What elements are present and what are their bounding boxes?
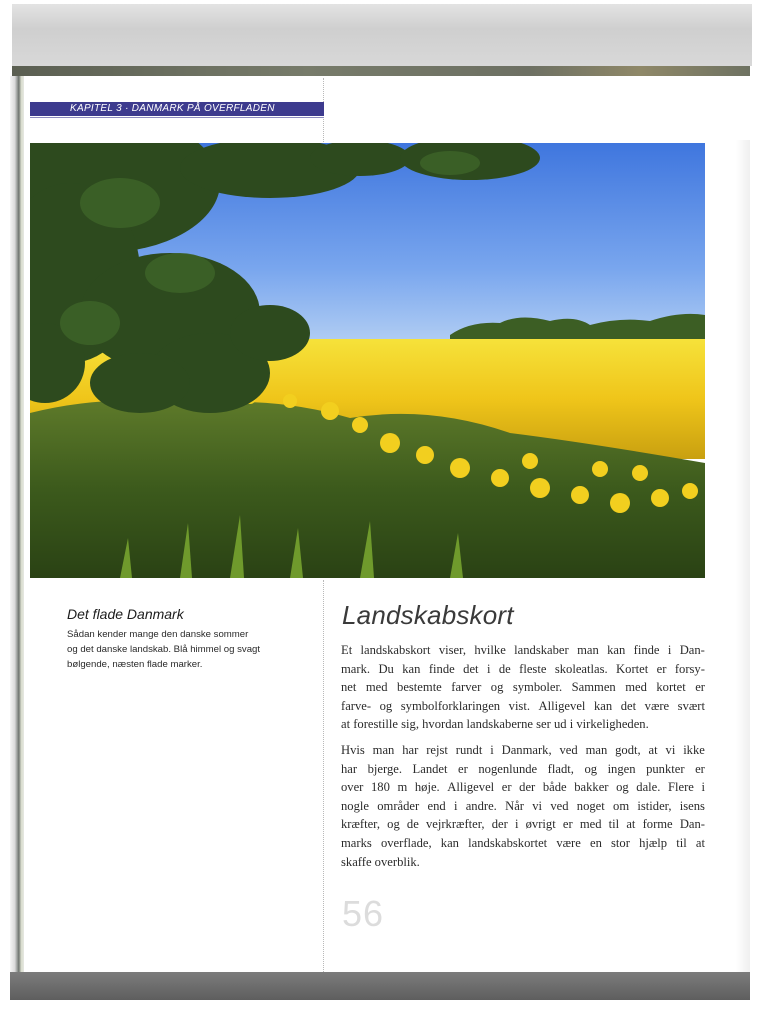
text-line: at forestille sig, hvordan landskaberne ser ud i virkeligheden. — [341, 717, 649, 732]
photo-caption — [67, 627, 303, 672]
paragraph-1 — [341, 641, 705, 734]
text-line: net med bestemte farver og symboler. Sammen med kortet er — [341, 680, 705, 695]
column-divider — [323, 580, 324, 972]
text-line: over 180 m høje. Alligevel er der både bakker og dale. Flere i — [341, 780, 705, 795]
scan-edge-strip — [12, 66, 750, 76]
paragraph-2 — [341, 741, 705, 871]
chapter-label: KAPITEL 3 · DANMARK PÅ OVERFLADEN — [70, 103, 275, 114]
caption-line: Sådan kender mange den danske sommer — [67, 629, 249, 640]
text-line: Hvis man har rejst rundt i Danmark, ved man godt, at vi ikke — [341, 743, 705, 757]
chapter-header-bar — [30, 102, 324, 116]
text-line: mark. Du kan finde det i de fleste skoleatlas. Kortet er forsy- — [341, 661, 705, 676]
scan-right-edge — [736, 140, 750, 974]
text-line: har bjerge. Landet er nogenlunde fladt, og ingen punkter er — [341, 761, 705, 776]
page-number: 56 — [342, 893, 385, 934]
text-line: Et landskabskort viser, hvilke landskaber man kan finde i Dan- — [341, 643, 705, 657]
caption-line: og det danske landskab. Blå himmel og svagt — [67, 644, 261, 655]
chapter-header-rule — [30, 117, 324, 118]
text-line: kræfter, og de vejrkræfter, der i øvrigt er med til at forme Dan- — [341, 817, 705, 832]
text-line: skaffe overblik. — [341, 854, 420, 869]
photo-caption-title: Det flade Danmark — [67, 606, 184, 622]
text-line: farve- og symbolforklaringen vist. Alligevel kan det være svært — [341, 698, 705, 713]
section-heading: Landskabskort — [342, 600, 514, 630]
scan-bottom-margin — [10, 972, 750, 1000]
text-line: marks overflade, kan landskabskortet være en stor hjælp til at — [341, 835, 705, 850]
caption-line: bølgende, næsten flade marker. — [67, 659, 203, 670]
text-line: nogle områder end i andre. Når vi ved noget om istider, isens — [341, 798, 705, 813]
scan-top-margin — [12, 4, 752, 66]
landscape-photo — [30, 143, 705, 578]
